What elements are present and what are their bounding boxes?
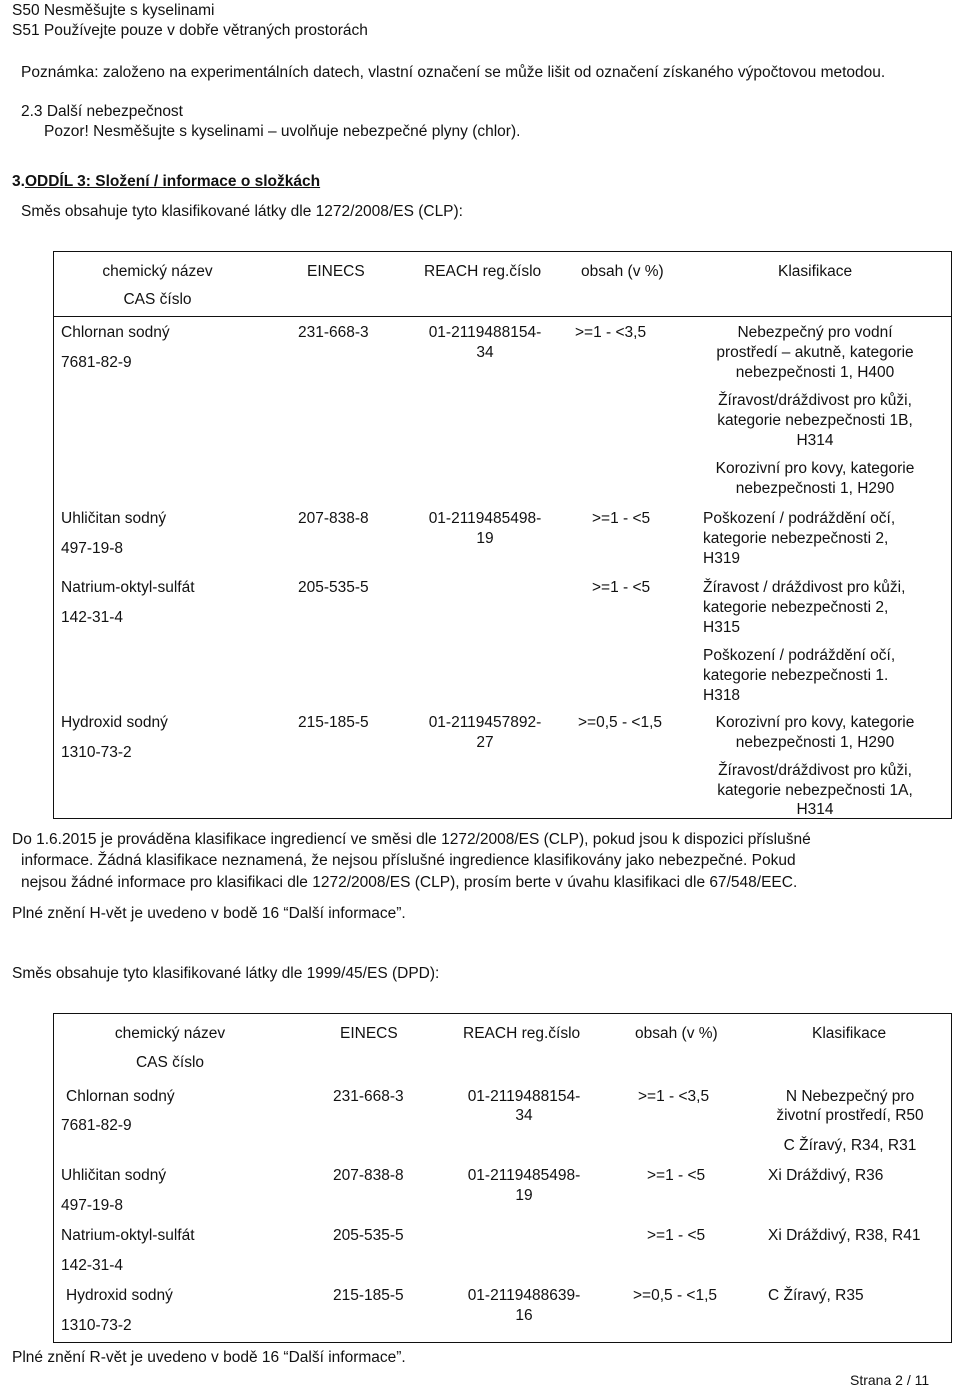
dpd-row4-content: >=0,5 - <1,5 [633, 1287, 718, 1304]
dpd-row1-reach-b: 34 [515, 1107, 533, 1124]
section-2-3-warning: Pozor! Nesměšujte s kyselinami – uvolňuje nebezpečné plyny (chlor). [44, 123, 521, 140]
clp-header-reach: REACH reg.číslo [424, 263, 542, 280]
clp-row3-name: Natrium-oktyl-sulfát [61, 579, 195, 596]
clp-row2-class1-l1: Poškození / podráždění očí, [703, 510, 896, 527]
clp-row3-class1-l3: H315 [703, 619, 741, 636]
dpd-row4-class: C Žíravý, R35 [768, 1287, 864, 1304]
clp-header-divider [53, 316, 952, 317]
clp-row1-class3-l2: nebezpečnosti 1, H290 [735, 480, 895, 497]
dpd-row1-class-l1: N Nebezpečný pro [785, 1088, 915, 1105]
clp-row4-name: Hydroxid sodný [61, 714, 168, 731]
clp-row4-class1-l1: Korozivní pro kovy, kategorie [715, 714, 915, 731]
clp-row2-name: Uhličitan sodný [61, 510, 167, 527]
dpd-row1-class-l2: životní prostředí, R50 [776, 1107, 924, 1124]
dpd-header-cas: CAS číslo [135, 1054, 205, 1071]
clp-intro: Směs obsahuje tyto klasifikované látky dle 1272/2008/ES (CLP): [21, 203, 463, 220]
section-2-3-title: 2.3 Další nebezpečnost [21, 103, 183, 120]
clp-header-name: chemický název [102, 263, 213, 280]
clp-paragraph-line3: nejsou žádné informace pro klasifikaci dle 1272/2008/ES (CLP), prosím berte v úvahu klasifikaci dle 67/548/EEC. [21, 874, 798, 891]
clp-header-class: Klasifikace [778, 263, 853, 280]
page-number: Strana 2 / 11 [850, 1372, 930, 1388]
clp-row1-class1-l2: prostředí – akutně, kategorie [716, 344, 914, 361]
dpd-row1-name: Chlornan sodný [66, 1088, 175, 1105]
dpd-row2-content: >=1 - <5 [647, 1167, 706, 1184]
clp-header-einecs: EINECS [307, 263, 365, 280]
clp-row2-class1-l3: H319 [703, 550, 741, 567]
clp-row2-reach-a: 01-2119485498- [428, 510, 542, 527]
dpd-header-name: chemický název [114, 1025, 226, 1042]
clp-row2-reach-b: 19 [476, 530, 494, 547]
section-3-number: 3. [12, 173, 25, 190]
clp-row4-content: >=0,5 - <1,5 [578, 714, 663, 731]
section-3-title: ODDÍL 3: Složení / informace o složkách [24, 173, 321, 190]
clp-row3-content: >=1 - <5 [592, 579, 651, 596]
top-line-s50: S50 Nesměšujte s kyselinami [12, 2, 215, 19]
clp-row4-class2-l1: Žíravost/dráždivost pro kůži, [718, 762, 912, 779]
clp-row1-name: Chlornan sodný [61, 324, 170, 341]
dpd-row3-content: >=1 - <5 [647, 1227, 706, 1244]
clp-row2-cas: 497-19-8 [61, 540, 124, 557]
clp-row4-reach-a: 01-2119457892- [428, 714, 542, 731]
clp-row1-einecs: 231-668-3 [298, 324, 369, 341]
clp-row1-class3-l1: Korozivní pro kovy, kategorie [715, 460, 915, 477]
r-sentences-note: Plné znění R-vět je uvedeno v bodě 16 “Další informace”. [12, 1349, 406, 1366]
dpd-row2-reach-b: 19 [515, 1187, 533, 1204]
section-3-heading [12, 172, 320, 192]
clp-row1-class2-l2: kategorie nebezpečnosti 1B, [717, 412, 913, 429]
dpd-row3-einecs: 205-535-5 [333, 1227, 404, 1244]
clp-row3-class2-l2: kategorie nebezpečnosti 1. [703, 667, 889, 684]
clp-row1-reach-a: 01-2119488154- [428, 324, 542, 341]
clp-paragraph-line2: informace. Žádná klasifikace neznamená, že nejsou příslušné ingredience klasifikovány jako nebezpečné. Pokud [21, 852, 796, 869]
dpd-row3-class: Xi Dráždivý, R38, R41 [768, 1227, 921, 1244]
dpd-row3-name: Natrium-oktyl-sulfát [61, 1227, 195, 1244]
clp-row1-reach-b: 34 [476, 344, 494, 361]
clp-row4-class2-l2: kategorie nebezpečnosti 1A, [717, 782, 913, 799]
dpd-row4-name: Hydroxid sodný [66, 1287, 173, 1304]
clp-paragraph-line1: Do 1.6.2015 je prováděna klasifikace ingrediencí ve směsi dle 1272/2008/ES (CLP), pokud jsou k dispozici příslušné [12, 831, 811, 848]
clp-row3-class2-l1: Poškození / podráždění očí, [703, 647, 896, 664]
top-line-s51: S51 Používejte pouze v dobře větraných prostorách [12, 22, 368, 39]
dpd-row2-class: Xi Dráždivý, R36 [768, 1167, 884, 1184]
clp-row1-cas: 7681-82-9 [61, 354, 132, 371]
clp-row3-class1-l1: Žíravost / dráždivost pro kůži, [703, 579, 906, 596]
dpd-row1-reach-a: 01-2119488154- [467, 1088, 581, 1105]
clp-row3-class1-l2: kategorie nebezpečnosti 2, [703, 599, 889, 616]
dpd-row4-reach-a: 01-2119488639- [467, 1287, 581, 1304]
dpd-row2-reach-a: 01-2119485498- [467, 1167, 581, 1184]
h-sentences-note: Plné znění H-vět je uvedeno v bodě 16 “Další informace”. [12, 905, 406, 922]
clp-row1-class1-l3: nebezpečnosti 1, H400 [735, 364, 895, 381]
clp-row4-cas: 1310-73-2 [61, 744, 132, 761]
clp-row3-einecs: 205-535-5 [298, 579, 369, 596]
clp-row2-einecs: 207-838-8 [298, 510, 369, 527]
clp-row4-reach-b: 27 [476, 734, 494, 751]
dpd-header-content: obsah (v %) [635, 1025, 718, 1042]
note: Poznámka: založeno na experimentálních datech, vlastní označení se může lišit od označení získaného výpočtovou metodou. [21, 64, 886, 81]
dpd-header-einecs: EINECS [340, 1025, 398, 1042]
dpd-row1-class-l3: C Žíravý, R34, R31 [783, 1137, 917, 1154]
clp-row4-class2-l3: H314 [796, 801, 834, 818]
dpd-row4-einecs: 215-185-5 [333, 1287, 404, 1304]
dpd-row2-einecs: 207-838-8 [333, 1167, 404, 1184]
dpd-row3-cas: 142-31-4 [61, 1257, 124, 1274]
clp-row3-cas: 142-31-4 [61, 609, 124, 626]
dpd-header-class: Klasifikace [812, 1025, 887, 1042]
clp-row2-content: >=1 - <5 [592, 510, 651, 527]
clp-row1-content: >=1 - <3,5 [575, 324, 647, 341]
clp-header-content: obsah (v %) [581, 263, 664, 280]
dpd-row1-einecs: 231-668-3 [333, 1088, 404, 1105]
clp-row1-class2-l3: H314 [796, 432, 834, 449]
dpd-row1-cas: 7681-82-9 [61, 1117, 132, 1134]
clp-row4-class1-l2: nebezpečnosti 1, H290 [735, 734, 895, 751]
dpd-row2-name: Uhličitan sodný [61, 1167, 167, 1184]
dpd-header-reach: REACH reg.číslo [463, 1025, 581, 1042]
dpd-row4-reach-b: 16 [515, 1307, 533, 1324]
clp-header-cas: CAS číslo [123, 291, 192, 308]
dpd-row2-cas: 497-19-8 [61, 1197, 124, 1214]
clp-row1-class2-l1: Žíravost/dráždivost pro kůži, [718, 392, 912, 409]
clp-row2-class1-l2: kategorie nebezpečnosti 2, [703, 530, 889, 547]
clp-row3-class2-l3: H318 [703, 687, 741, 704]
dpd-row1-content: >=1 - <3,5 [638, 1088, 710, 1105]
dpd-row4-cas: 1310-73-2 [61, 1317, 132, 1334]
clp-row4-einecs: 215-185-5 [298, 714, 369, 731]
clp-row1-class1-l1: Nebezpečný pro vodní [737, 324, 893, 341]
dpd-intro: Směs obsahuje tyto klasifikované látky dle 1999/45/ES (DPD): [12, 965, 440, 982]
